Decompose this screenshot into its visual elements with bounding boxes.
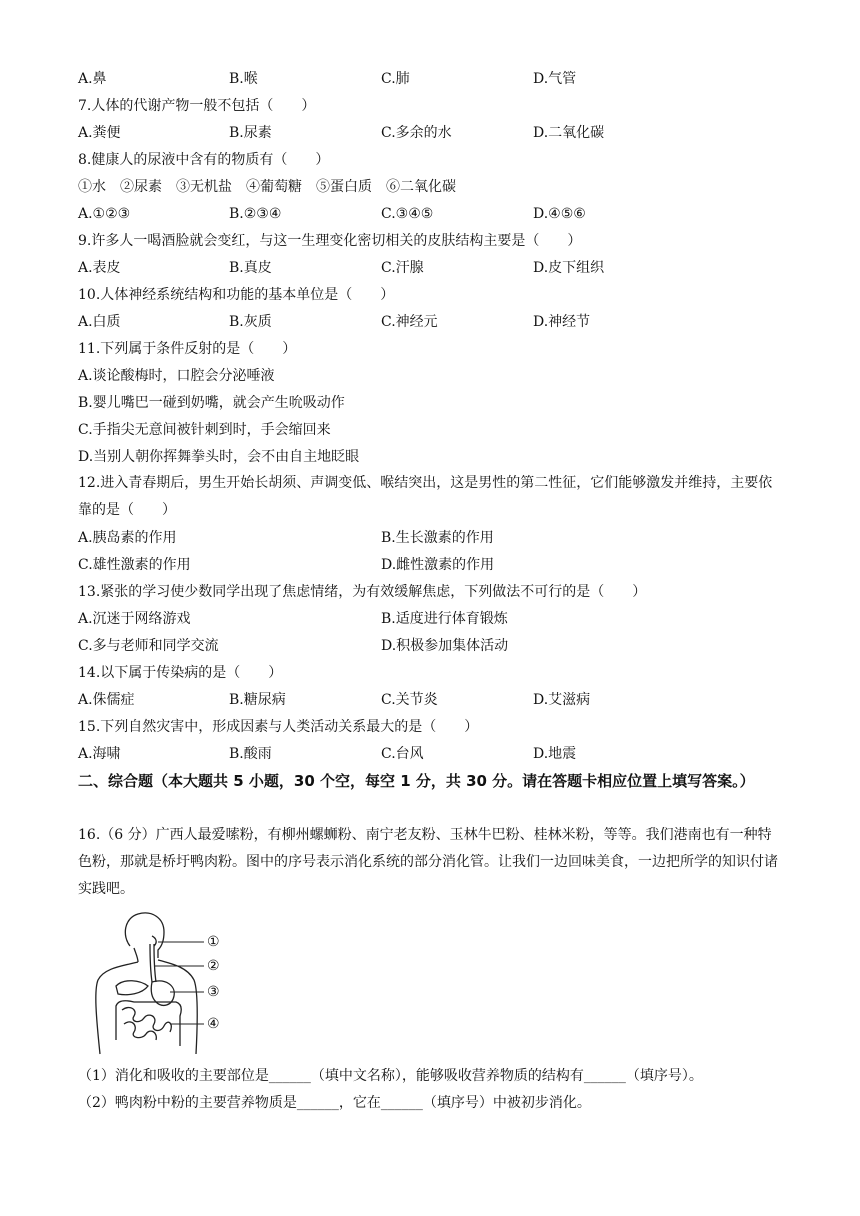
q10-option-b: B.灰质: [229, 314, 272, 330]
q11-stem: 11.下列属于条件反射的是（ ）: [78, 341, 297, 357]
q12-option-c: C.雄性激素的作用: [78, 557, 191, 573]
q14-option-b: B.糖尿病: [229, 692, 286, 708]
q8-option-d: D.④⑤⑥: [533, 206, 586, 222]
q7-option-a: A.粪便: [78, 125, 121, 141]
q6-option-b: B.喉: [229, 71, 258, 87]
q14-option-a: A.侏儒症: [78, 692, 135, 708]
q10-option-c: C.神经元: [381, 314, 438, 330]
q13-option-a: A.沉迷于网络游戏: [78, 611, 191, 627]
q8-option-b: B.②③④: [229, 206, 282, 222]
q9-option-a: A.表皮: [78, 260, 121, 276]
q8-option-a: A.①②③: [78, 206, 131, 222]
q7-stem: 7.人体的代谢产物一般不包括（ ）: [78, 98, 316, 114]
q14-option-c: C.关节炎: [381, 692, 438, 708]
q11-option-c: C.手指尖无意间被针刺到时，手会缩回来: [78, 422, 331, 438]
q6-option-d: D.气管: [533, 71, 577, 87]
q14-stem: 14.以下属于传染病的是（ ）: [78, 665, 283, 681]
q10-option-d: D.神经节: [533, 314, 591, 330]
q8-items: ①水 ②尿素 ③无机盐 ④葡萄糖 ⑤蛋白质 ⑥二氧化碳: [78, 179, 456, 195]
q12-option-b: B.生长激素的作用: [381, 530, 494, 546]
digestive-system-diagram: [78, 906, 238, 1056]
q13-option-c: C.多与老师和同学交流: [78, 638, 219, 654]
q7-option-d: D.二氧化碳: [533, 125, 605, 141]
q16-intro: 16.（6 分）广西人最爱嗦粉，有柳州螺蛳粉、南宁老友粉、玉林牛巴粉、桂林米粉，等等。我们港南也有一种特色粉，那就是桥圩鸭肉粉。图中的序号表示消化系统的部分消化管。让我们一边回味美食，一边把所学的知识付诸实践吧。: [78, 827, 778, 897]
q15-option-d: D.地震: [533, 746, 577, 762]
q10-option-a: A.白质: [78, 314, 121, 330]
q14-option-d: D.艾滋病: [533, 692, 591, 708]
q12-option-a: A.胰岛素的作用: [78, 530, 177, 546]
q12-option-d: D.雌性激素的作用: [381, 557, 495, 573]
section-heading: 二、综合题（本大题共 5 小题，30 个空，每空 1 分，共 30 分。请在答题卡相应位置上填写答案。）: [78, 772, 755, 790]
q8-option-c: C.③④⑤: [381, 206, 434, 222]
figure-marker-2: ②: [207, 958, 220, 974]
q9-stem: 9.许多人一喝酒脸就会变红，与这一生理变化密切相关的皮肤结构主要是（ ）: [78, 233, 582, 249]
q11-option-a: A.谈论酸梅时，口腔会分泌唾液: [78, 368, 275, 384]
q9-option-d: D.皮下组织: [533, 260, 605, 276]
q9-option-b: B.真皮: [229, 260, 272, 276]
q8-stem: 8.健康人的尿液中含有的物质有（ ）: [78, 152, 330, 168]
q15-option-b: B.酸雨: [229, 746, 272, 762]
q11-option-d: D.当别人朝你挥舞拳头时，会不由自主地眨眼: [78, 449, 360, 465]
q15-stem: 15.下列自然灾害中，形成因素与人类活动关系最大的是（ ）: [78, 719, 479, 735]
q13-option-d: D.积极参加集体活动: [381, 638, 509, 654]
figure-marker-4: ④: [207, 1016, 220, 1032]
q7-option-c: C.多余的水: [381, 125, 452, 141]
q7-option-b: B.尿素: [229, 125, 272, 141]
q15-option-c: C.台风: [381, 746, 424, 762]
figure-marker-3: ③: [207, 984, 220, 1000]
q10-stem: 10.人体神经系统结构和功能的基本单位是（ ）: [78, 287, 395, 303]
figure-marker-1: ①: [207, 934, 220, 950]
q6-option-a: A.鼻: [78, 71, 107, 87]
q9-option-c: C.汗腺: [381, 260, 424, 276]
q15-option-a: A.海啸: [78, 746, 121, 762]
q11-option-b: B.婴儿嘴巴一碰到奶嘴，就会产生吮吸动作: [78, 395, 345, 411]
q13-stem: 13.紧张的学习使少数同学出现了焦虑情绪，为有效缓解焦虑，下列做法不可行的是（ ）: [78, 584, 647, 600]
q6-option-c: C.肺: [381, 71, 410, 87]
q16-subquestion-1: （1）消化和吸收的主要部位是______（填中文名称），能够吸收营养物质的结构有______（填序号）。: [78, 1068, 703, 1084]
q12-stem: 12.进入青春期后，男生开始长胡须、声调变低、喉结突出，这是男性的第二性征，它们能够激发并维持，主要依靠的是（ ）: [78, 475, 773, 518]
q16-subquestion-2: （2）鸭肉粉中粉的主要营养物质是______，它在______（填序号）中被初步消化。: [78, 1095, 591, 1111]
q13-option-b: B.适度进行体育锻炼: [381, 611, 508, 627]
